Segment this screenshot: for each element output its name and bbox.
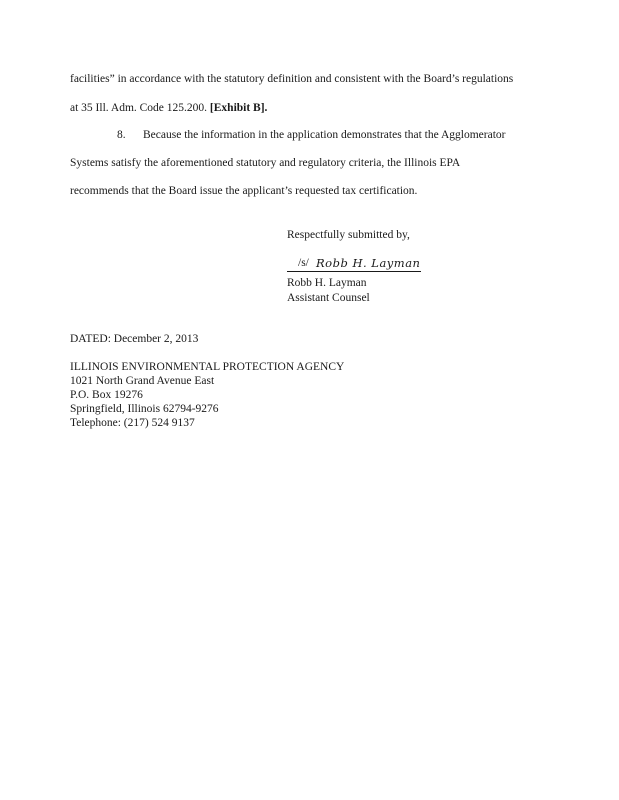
agency-street: 1021 North Grand Avenue East — [70, 375, 215, 387]
signature-script: Robb H. Layman — [316, 256, 421, 270]
signer-title: Assistant Counsel — [287, 292, 370, 304]
para8-line-1: Because the information in the application demonstrates that the Agglomerator — [143, 129, 506, 141]
dated-line: DATED: December 2, 2013 — [70, 333, 199, 345]
agency-name: ILLINOIS ENVIRONMENTAL PROTECTION AGENCY — [70, 361, 345, 373]
para7-line-1: facilities” in accordance with the statutory definition and consistent with the Board’s regulations — [70, 73, 514, 85]
signature-prefix: /s/ — [298, 257, 309, 269]
signer-name: Robb H. Layman — [287, 277, 367, 289]
para8-line-3: recommends that the Board issue the applicant’s requested tax certification. — [70, 185, 418, 197]
para7-citation: at 35 Ill. Adm. Code 125.200. — [70, 102, 208, 114]
signature-line — [287, 271, 421, 272]
agency-po-box: P.O. Box 19276 — [70, 389, 143, 401]
agency-phone: Telephone: (217) 524 9137 — [70, 417, 195, 429]
closing-text: Respectfully submitted by, — [287, 229, 410, 241]
para8-line-2: Systems satisfy the aforementioned statutory and regulatory criteria, the Illinois EPA — [70, 157, 461, 169]
para8-number: 8. — [117, 129, 126, 141]
agency-city: Springfield, Illinois 62794-9276 — [70, 403, 219, 415]
exhibit-reference: [Exhibit B]. — [209, 102, 268, 114]
para7-line-2 — [70, 101, 267, 115]
